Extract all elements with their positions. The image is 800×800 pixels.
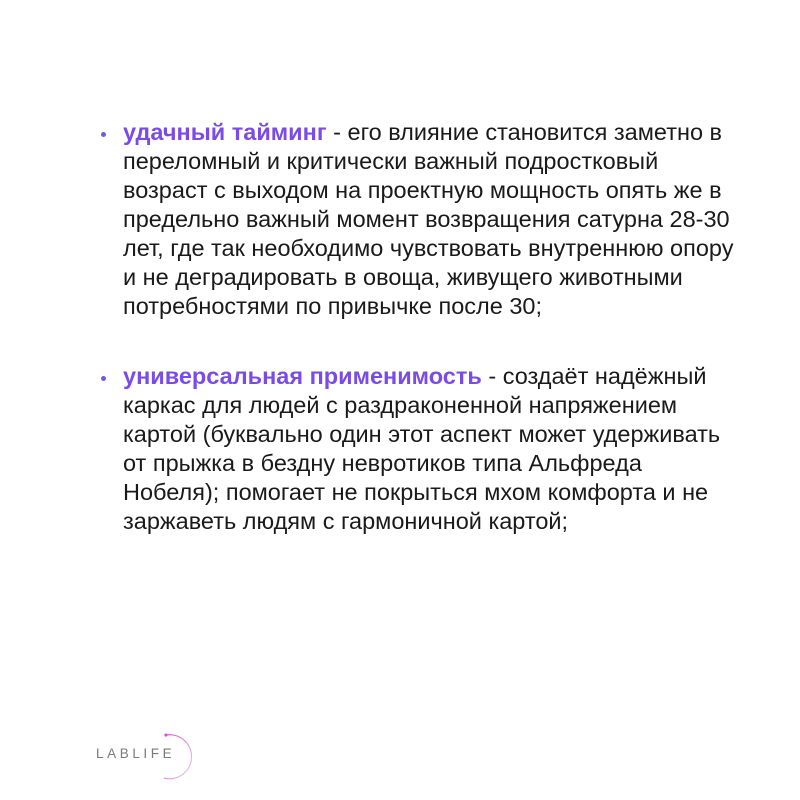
bullet-term: удачный тайминг	[123, 119, 327, 145]
bullet-term: универсальная применимость	[123, 363, 482, 389]
bullet-list	[100, 118, 740, 536]
bullet-text: - его влияние становится заметно в переломный и критически важный подростковый возраст с выходом на проектную мощность опять же в предельно важный момент возвращения сатурна 28-30 лет, где так необходимо чувствовать внутреннюю опору и не деградировать в овоща, живущего животными потребностями по привычке после 30;	[123, 119, 734, 319]
bullet-text: - создаёт надёжный каркас для людей с раздраконенной напряжением картой (буквально один этот аспект может удерживать от прыжка в бездну невротиков типа Альфреда Нобеля); помогает не покрыться мхом комфорта и не заржаветь людям с гармоничной картой;	[123, 363, 721, 534]
bullet-dot-icon	[101, 376, 106, 381]
bullet-dot-icon	[101, 132, 106, 137]
list-item	[100, 362, 740, 536]
logo-text: LABLIFE	[96, 746, 176, 761]
logo	[82, 732, 192, 782]
list-item	[100, 118, 740, 321]
